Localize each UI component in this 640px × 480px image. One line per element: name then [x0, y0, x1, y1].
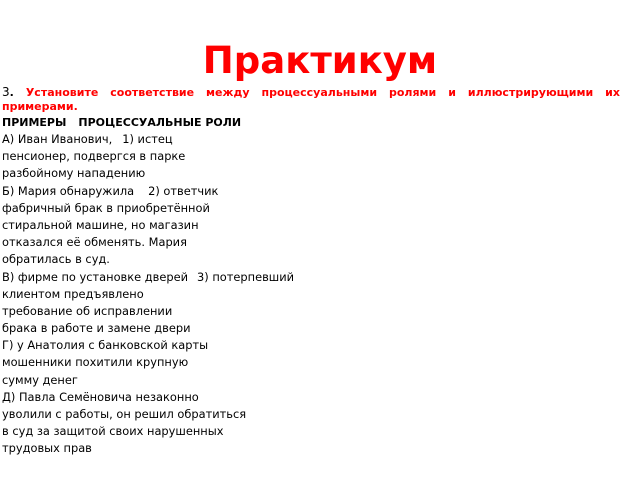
example-e-line-2: уволили с работы, он решил обратиться	[2, 407, 247, 421]
example-c-line-3: требование об исправлении	[2, 303, 173, 318]
example-b-text: Б) Мария обнаружила	[2, 183, 135, 198]
example-d-line-1: Г) у Анатолия с банковской карты	[2, 338, 209, 353]
slide-title: Практикум	[202, 39, 438, 82]
example-c-line-4: брака в работе и замене двери	[2, 321, 191, 336]
example-c-line-2: клиентом предъявлено	[2, 286, 144, 301]
task-number-dot: .	[9, 86, 14, 99]
task-text: Установите соответствие между процессуальными ролями и иллюстрирующими их примерами.	[2, 86, 620, 113]
example-b-line-3: стиральной машине, но магазин	[2, 217, 199, 232]
example-a-line-2: пенсионер, подвергся в парке	[2, 149, 186, 164]
example-b-line-4: отказался её обменять. Мария	[2, 235, 187, 250]
role-1-plaintiff: 1) истец	[122, 132, 173, 146]
example-a-line-1	[2, 131, 632, 148]
matching-list	[2, 131, 632, 458]
example-a-text: А) Иван Иванович,	[2, 132, 113, 146]
example-d-line-3: сумму денег	[2, 372, 78, 387]
example-e-line-3: в суд за защитой своих нарушенных	[2, 424, 224, 439]
example-e-line-4: трудовых прав	[2, 441, 92, 456]
example-e-line-1: Д) Павла Семёновича незаконно	[2, 389, 199, 404]
role-2-defendant: 2) ответчик	[148, 183, 219, 198]
example-c-text: В) фирме по установке дверей	[2, 269, 189, 284]
example-b-line-1	[2, 183, 632, 200]
example-d-line-2: мошенники похитили крупную	[2, 355, 189, 370]
role-3-victim: 3) потерпевший	[197, 269, 295, 284]
example-c-line-1	[2, 269, 632, 286]
header-examples: ПРИМЕРЫ	[2, 116, 67, 129]
header-roles: ПРОЦЕССУАЛЬНЫЕ РОЛИ	[78, 116, 242, 129]
example-b-line-5: обратилась в суд.	[2, 252, 110, 267]
task-statement	[2, 85, 620, 114]
task-number: 3	[2, 85, 10, 99]
example-a-line-3: разбойному нападению	[2, 166, 146, 181]
column-headers	[2, 116, 241, 130]
example-b-line-2: фабричный брак в приобретённой	[2, 200, 210, 215]
